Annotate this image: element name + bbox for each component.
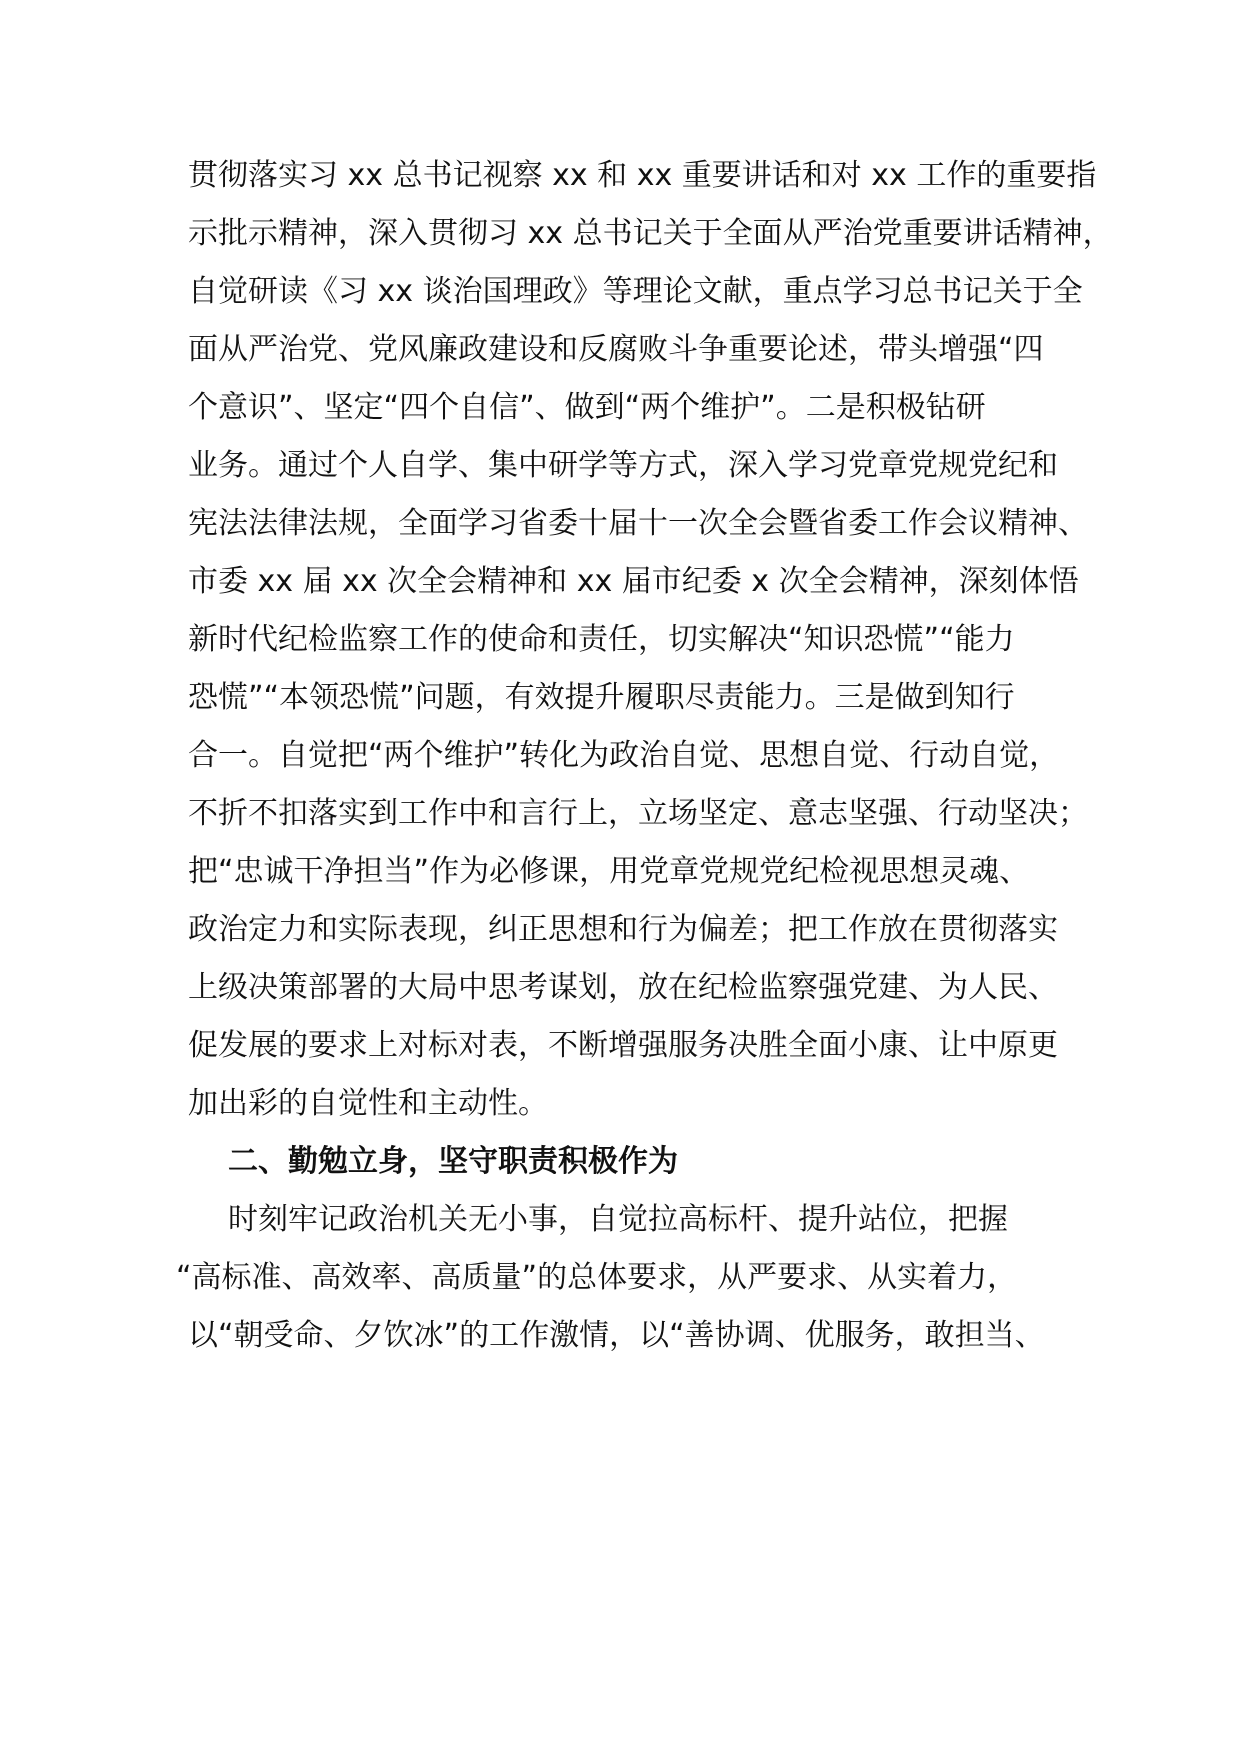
body-text-line: 示批示精神，深入贯彻习 xx 总书记关于全面从严治党重要讲话精神， (188, 216, 1113, 251)
body-text-line: 合一。自觉把“两个维护”转化为政治自觉、思想自觉、行动自觉， (188, 738, 1060, 773)
body-text-line: 加出彩的自觉性和主动性。 (188, 1086, 548, 1121)
body-text-line: 贯彻落实习 xx 总书记视察 xx 和 xx 重要讲话和对 xx 工作的重要指 (188, 158, 1097, 193)
body-text-line: 时刻牢记政治机关无小事，自觉拉高标杆、提升站位，把握 (228, 1202, 1008, 1237)
body-text-line: 业务。通过个人自学、集中研学等方式，深入学习党章党规党纪和 (188, 448, 1058, 483)
body-text-line: 宪法法律法规，全面学习省委十届十一次全会暨省委工作会议精神、 (188, 506, 1088, 541)
body-text-line: 个意识”、坚定“四个自信”、做到“两个维护”。二是积极钻研 (188, 390, 986, 425)
body-text-line: 市委 xx 届 xx 次全会精神和 xx 届市纪委 x 次全会精神，深刻体悟 (188, 564, 1079, 599)
body-text-line: 新时代纪检监察工作的使命和责任，切实解决“知识恐慌”“能力 (188, 622, 1015, 657)
body-text-line: 自觉研读《习 xx 谈治国理政》等理论文献，重点学习总书记关于全 (188, 274, 1083, 309)
body-text-line: 把“忠诚干净担当”作为必修课，用党章党规党纪检视思想灵魂、 (188, 854, 1030, 889)
body-text-line: 恐慌”“本领恐慌”问题，有效提升履职尽责能力。三是做到知行 (188, 680, 1015, 715)
body-text-line: 不折不扣落实到工作中和言行上，立场坚定、意志坚强、行动坚决； (188, 796, 1088, 831)
body-text-line: 上级决策部署的大局中思考谋划，放在纪检监察强党建、为人民、 (188, 970, 1058, 1005)
section-heading: 二、勤勉立身，坚守职责积极作为 (228, 1144, 678, 1179)
body-text-line: 以“朝受命、夕饮冰”的工作激情，以“善协调、优服务，敢担当、 (188, 1318, 1045, 1353)
body-text-line: 面从严治党、党风廉政建设和反腐败斗争重要论述，带头增强“四 (188, 332, 1044, 367)
body-text-line: 政治定力和实际表现，纠正思想和行为偏差；把工作放在贯彻落实 (188, 912, 1058, 947)
body-text-line: 促发展的要求上对标对表，不断增强服务决胜全面小康、让中原更 (188, 1028, 1058, 1063)
body-text-line: “高标准、高效率、高质量”的总体要求，从严要求、从实着力， (176, 1260, 1018, 1295)
